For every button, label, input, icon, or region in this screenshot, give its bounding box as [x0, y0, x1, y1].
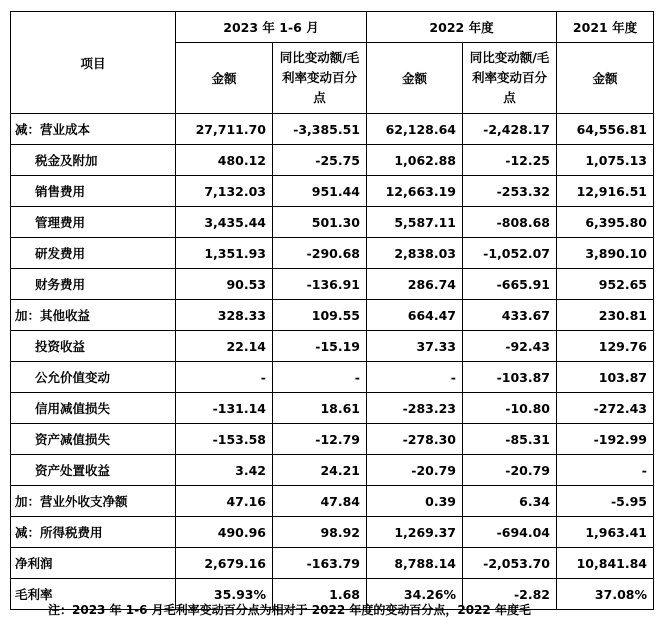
row-value: -136.91 — [273, 269, 367, 300]
table-row — [11, 114, 654, 145]
row-label: 减：营业成本 — [11, 114, 176, 145]
header-change: 同比变动额/毛利率变动百分点 — [273, 43, 367, 114]
header-period-2021: 2021 年度 — [557, 12, 654, 43]
row-value: 2,838.03 — [367, 238, 463, 269]
row-value: 62,128.64 — [367, 114, 463, 145]
row-value: 18.61 — [273, 393, 367, 424]
header-period-2022: 2022 年度 — [367, 12, 557, 43]
row-value: -15.19 — [273, 331, 367, 362]
row-value: 1.68 — [273, 579, 367, 610]
row-value: 501.30 — [273, 207, 367, 238]
row-value: 480.12 — [176, 145, 273, 176]
header-amount: 金额 — [367, 43, 463, 114]
row-value: -694.04 — [463, 517, 557, 548]
row-value: -20.79 — [367, 455, 463, 486]
table-row — [11, 207, 654, 238]
row-value: 47.16 — [176, 486, 273, 517]
table-row — [11, 517, 654, 548]
row-value: 0.39 — [367, 486, 463, 517]
row-value: 129.76 — [557, 331, 654, 362]
row-value: 37.33 — [367, 331, 463, 362]
table-row — [11, 300, 654, 331]
table-row — [11, 331, 654, 362]
row-label: 投资收益 — [11, 331, 176, 362]
table-row — [11, 176, 654, 207]
row-value: -103.87 — [463, 362, 557, 393]
table-row — [11, 145, 654, 176]
table-row — [11, 486, 654, 517]
row-value: -3,385.51 — [273, 114, 367, 145]
row-value: -5.95 — [557, 486, 654, 517]
row-value: 286.74 — [367, 269, 463, 300]
row-label: 资产减值损失 — [11, 424, 176, 455]
row-value: -278.30 — [367, 424, 463, 455]
row-value: -20.79 — [463, 455, 557, 486]
row-value: 90.53 — [176, 269, 273, 300]
table-row — [11, 238, 654, 269]
row-label: 减：所得税费用 — [11, 517, 176, 548]
header-period-2023h1: 2023 年 1-6 月 — [176, 12, 367, 43]
table-row — [11, 548, 654, 579]
row-value: -131.14 — [176, 393, 273, 424]
row-value: -808.68 — [463, 207, 557, 238]
row-label: 财务费用 — [11, 269, 176, 300]
row-value: 5,587.11 — [367, 207, 463, 238]
row-value: 230.81 — [557, 300, 654, 331]
table-row — [11, 362, 654, 393]
table-row — [11, 269, 654, 300]
row-value: 22.14 — [176, 331, 273, 362]
table-row — [11, 393, 654, 424]
row-value: -25.75 — [273, 145, 367, 176]
row-value: 490.96 — [176, 517, 273, 548]
row-value: -253.32 — [463, 176, 557, 207]
row-label: 研发费用 — [11, 238, 176, 269]
row-value: -10.80 — [463, 393, 557, 424]
financial-table — [10, 11, 654, 610]
row-value: 433.67 — [463, 300, 557, 331]
row-value: -2.82 — [463, 579, 557, 610]
row-label: 销售费用 — [11, 176, 176, 207]
row-value: 37.08% — [557, 579, 654, 610]
row-value: -12.79 — [273, 424, 367, 455]
row-value: 103.87 — [557, 362, 654, 393]
row-value: -153.58 — [176, 424, 273, 455]
row-value: 6.34 — [463, 486, 557, 517]
row-value: 3.42 — [176, 455, 273, 486]
row-value: 1,062.88 — [367, 145, 463, 176]
row-label: 加：营业外收支净额 — [11, 486, 176, 517]
row-value: -2,053.70 — [463, 548, 557, 579]
header-change: 同比变动额/毛利率变动百分点 — [463, 43, 557, 114]
row-label: 净利润 — [11, 548, 176, 579]
row-label: 毛利率 — [11, 579, 176, 610]
table-row — [11, 455, 654, 486]
row-value: -665.91 — [463, 269, 557, 300]
row-value: 1,269.37 — [367, 517, 463, 548]
row-value: - — [176, 362, 273, 393]
row-value: 1,963.41 — [557, 517, 654, 548]
row-value: 12,663.19 — [367, 176, 463, 207]
row-value: 3,890.10 — [557, 238, 654, 269]
row-value: -2,428.17 — [463, 114, 557, 145]
row-value: -283.23 — [367, 393, 463, 424]
header-row-periods — [11, 12, 654, 43]
row-value: 328.33 — [176, 300, 273, 331]
table-row — [11, 424, 654, 455]
row-value: 35.93% — [176, 579, 273, 610]
row-value: 27,711.70 — [176, 114, 273, 145]
row-value: 664.47 — [367, 300, 463, 331]
row-value: 98.92 — [273, 517, 367, 548]
footnote: 注：2023 年 1-6 月毛利率变动百分点为相对于 2022 年度的变动百分点，2022 年度毛 — [48, 603, 531, 617]
row-value: 1,351.93 — [176, 238, 273, 269]
row-value: -92.43 — [463, 331, 557, 362]
row-value: -1,052.07 — [463, 238, 557, 269]
row-value: 1,075.13 — [557, 145, 654, 176]
row-value: 34.26% — [367, 579, 463, 610]
row-label: 管理费用 — [11, 207, 176, 238]
row-value: 24.21 — [273, 455, 367, 486]
row-value: -85.31 — [463, 424, 557, 455]
row-value: 7,132.03 — [176, 176, 273, 207]
row-value: -192.99 — [557, 424, 654, 455]
header-item: 项目 — [11, 12, 176, 114]
row-value: 12,916.51 — [557, 176, 654, 207]
row-value: - — [273, 362, 367, 393]
row-value: 952.65 — [557, 269, 654, 300]
row-value: - — [557, 455, 654, 486]
row-value: 6,395.80 — [557, 207, 654, 238]
row-value: 47.84 — [273, 486, 367, 517]
row-label: 资产处置收益 — [11, 455, 176, 486]
row-value: 10,841.84 — [557, 548, 654, 579]
row-value: -290.68 — [273, 238, 367, 269]
header-amount: 金额 — [176, 43, 273, 114]
row-value: 951.44 — [273, 176, 367, 207]
row-value: -272.43 — [557, 393, 654, 424]
row-label: 信用减值损失 — [11, 393, 176, 424]
row-value: - — [367, 362, 463, 393]
header-amount: 金额 — [557, 43, 654, 114]
row-value: 64,556.81 — [557, 114, 654, 145]
row-value: 2,679.16 — [176, 548, 273, 579]
row-label: 公允价值变动 — [11, 362, 176, 393]
row-value: 109.55 — [273, 300, 367, 331]
row-value: 8,788.14 — [367, 548, 463, 579]
row-label: 加：其他收益 — [11, 300, 176, 331]
row-value: 3,435.44 — [176, 207, 273, 238]
row-value: -12.25 — [463, 145, 557, 176]
row-value: -163.79 — [273, 548, 367, 579]
row-label: 税金及附加 — [11, 145, 176, 176]
